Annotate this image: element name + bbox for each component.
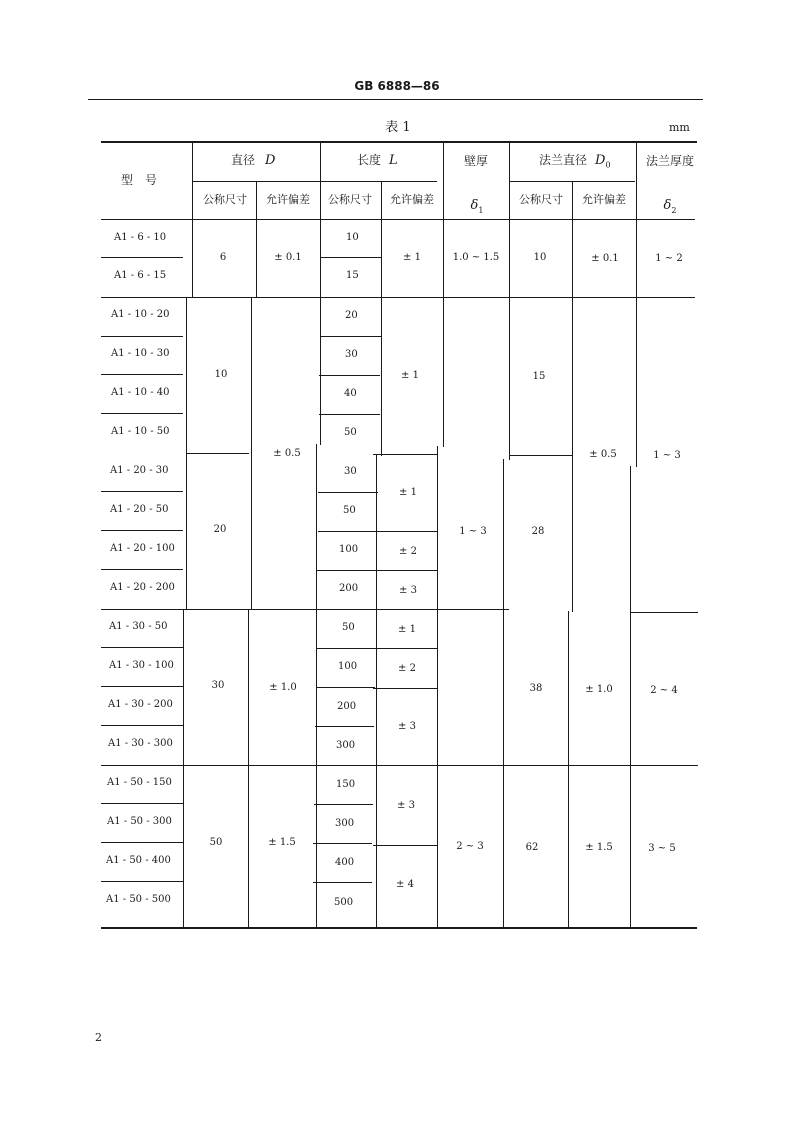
- col-rule-model-top: [192, 142, 193, 298]
- header-wall-symbol: $\delta_1$: [470, 198, 484, 216]
- length-nominal-cell: 200: [337, 701, 357, 712]
- model-rule-8: [101, 647, 183, 648]
- length-nominal-cell: 200: [339, 583, 359, 594]
- table-unit: mm: [669, 121, 690, 134]
- model-cell: A1 - 30 - 300: [108, 738, 173, 749]
- diameter-rule-20: [186, 453, 249, 454]
- wall-thickness-cell: 1.0 ~ 1.5: [452, 252, 500, 263]
- model-rule-13: [101, 881, 183, 882]
- model-rule-4: [101, 413, 183, 414]
- model-cell: A1 - 50 - 300: [107, 816, 172, 827]
- model-rule-11: [101, 803, 183, 804]
- length-rule-10: [315, 726, 374, 727]
- length-rule-5: [318, 492, 378, 493]
- model-cell: A1 - 20 - 200: [110, 582, 175, 593]
- flange-diameter-nominal-cell: 10: [533, 252, 547, 263]
- length-nominal-cell: 150: [336, 779, 356, 790]
- model-cell: A1 - 50 - 500: [106, 894, 171, 905]
- col-rule-dia-mid: [251, 297, 252, 610]
- header-flange-thickness: 法兰厚度: [645, 154, 695, 168]
- length-rule-3: [319, 375, 380, 376]
- flange-diameter-tolerance-cell: ± 0.1: [591, 253, 619, 264]
- header-sub-rule-left: [193, 181, 437, 182]
- col-rule-model-mid: [186, 297, 187, 609]
- col-rule-wall-top: [509, 142, 510, 460]
- flange-diameter-tolerance-cell: ± 0.5: [589, 449, 617, 460]
- length-tol-rule-3: [373, 570, 437, 571]
- wall-thickness-cell: 2 ~ 3: [456, 841, 484, 852]
- flange-diameter-tolerance-cell: ± 1.5: [585, 842, 613, 853]
- length-nominal-cell: 10: [346, 232, 359, 243]
- length-nominal-cell: 20: [345, 310, 358, 321]
- col-rule-len-bottom: [376, 455, 377, 928]
- col-rule-dia-top: [256, 181, 257, 298]
- model-cell: A1 - 10 - 50: [111, 426, 170, 437]
- col-rule-dtol-bottom: [316, 444, 317, 928]
- group-rule-30: [101, 609, 509, 610]
- group-rule-6: [101, 297, 695, 298]
- wall-thickness-cell: 1 ~ 3: [459, 526, 487, 537]
- col-rule-len-top: [381, 181, 382, 456]
- length-tolerance-cell: ± 1: [398, 624, 416, 635]
- length-nominal-cell: 50: [343, 505, 356, 516]
- model-rule-10: [101, 725, 183, 726]
- length-rule-6: [318, 531, 378, 532]
- length-nominal-cell: 400: [335, 857, 355, 868]
- col-rule-ftol-top: [636, 142, 637, 467]
- header-model: 型 号: [120, 173, 158, 187]
- diameter-tolerance-cell: ± 0.1: [274, 252, 302, 263]
- length-tolerance-cell: ± 1: [403, 252, 421, 263]
- length-nominal-cell: 40: [344, 388, 357, 399]
- header-diameter: 直径 D: [231, 153, 276, 168]
- flange-diameter-nominal-cell: 62: [525, 842, 539, 853]
- col-rule-fdia-top: [572, 181, 573, 612]
- flange-thickness-cell: 1 ~ 2: [655, 253, 683, 264]
- length-nominal-cell: 50: [342, 622, 355, 633]
- header-length: 长度 L: [357, 153, 398, 168]
- header-fdia-nominal: 公称尺寸: [519, 193, 563, 206]
- model-cell: A1 - 6 - 10: [114, 232, 167, 243]
- diameter-nominal-cell: 30: [211, 680, 225, 691]
- flange-thickness-cell: 2 ~ 4: [650, 685, 678, 696]
- length-rule-12: [313, 843, 372, 844]
- header-flange-diameter: 法兰直径 $D_0$: [539, 153, 611, 170]
- length-tolerance-cell: ± 3: [398, 721, 416, 732]
- length-tol-rule-4: [373, 648, 437, 649]
- col-rule-model-bottom: [183, 609, 184, 928]
- diameter-nominal-cell: 20: [213, 524, 227, 535]
- flange-diameter-nominal-cell: 28: [531, 526, 545, 537]
- model-rule-5: [101, 491, 183, 492]
- col-rule-ltol-bottom: [437, 446, 438, 928]
- diameter-nominal-cell: 6: [219, 252, 227, 263]
- table-top-rule: [101, 141, 697, 143]
- model-cell: A1 - 20 - 30: [110, 465, 169, 476]
- header-rule: [88, 99, 703, 100]
- length-nominal-cell: 300: [336, 740, 356, 751]
- col-rule-ftol-bottom: [630, 466, 631, 928]
- length-rule-9: [316, 687, 375, 688]
- length-tolerance-cell: ± 3: [397, 800, 415, 811]
- length-tolerance-cell: ± 2: [398, 663, 416, 674]
- model-cell: A1 - 10 - 20: [111, 309, 170, 320]
- col-rule-dia-bottom: [248, 609, 249, 928]
- diameter-tolerance-cell: ± 1.0: [269, 682, 297, 693]
- header-len-nominal: 公称尺寸: [328, 193, 372, 206]
- length-rule-2: [320, 336, 381, 337]
- length-rule-1: [320, 257, 382, 258]
- length-tolerance-cell: ± 2: [399, 546, 417, 557]
- table-caption: 表 1: [385, 120, 411, 135]
- flange-diameter-nominal-cell: 38: [529, 683, 543, 694]
- length-nominal-cell: 50: [344, 427, 357, 438]
- header-dia-tolerance: 允许偏差: [266, 193, 310, 206]
- group-rule-50: [101, 765, 698, 766]
- header-len-tolerance: 允许偏差: [390, 193, 434, 206]
- model-cell: A1 - 10 - 40: [111, 387, 170, 398]
- length-tolerance-cell: ± 1: [399, 487, 417, 498]
- model-rule-3: [101, 374, 183, 375]
- header-dia-nominal: 公称尺寸: [203, 193, 247, 206]
- col-rule-ltol-top: [443, 142, 444, 447]
- header-flange-thickness-symbol: $\delta_2$: [663, 198, 677, 216]
- flange-diameter-tolerance-cell: ± 1.0: [585, 684, 613, 695]
- table-bottom-rule: [101, 927, 697, 929]
- model-cell: A1 - 30 - 100: [109, 660, 174, 671]
- model-cell: A1 - 20 - 50: [110, 504, 169, 515]
- length-tol-rule-5: [373, 688, 437, 689]
- col-rule-wall-bottom: [503, 459, 504, 928]
- flange-diameter-nominal-cell: 15: [532, 371, 546, 382]
- document-code: GB 6888—86: [354, 79, 440, 93]
- model-cell: A1 - 20 - 100: [110, 543, 175, 554]
- length-nominal-cell: 300: [335, 818, 355, 829]
- length-nominal-cell: 30: [345, 349, 358, 360]
- length-nominal-cell: 30: [344, 466, 357, 477]
- length-tolerance-cell: ± 1: [401, 370, 419, 381]
- header-fdia-tolerance: 允许偏差: [582, 193, 626, 206]
- model-rule-1: [101, 257, 183, 258]
- length-rule-7: [317, 570, 377, 571]
- header-bottom-rule: [101, 219, 695, 220]
- length-tol-rule-1: [373, 454, 437, 455]
- length-rule-8: [316, 648, 376, 649]
- model-rule-9: [101, 686, 183, 687]
- flange-thickness-cell: 1 ~ 3: [653, 450, 681, 461]
- col-rule-dtol-top: [320, 142, 321, 445]
- group-rule-30-thk: [630, 612, 698, 613]
- model-rule-7: [101, 569, 183, 570]
- diameter-tolerance-cell: ± 1.5: [268, 837, 296, 848]
- model-rule-12: [101, 842, 183, 843]
- flange-thickness-cell: 3 ~ 5: [648, 843, 676, 854]
- length-nominal-cell: 15: [346, 270, 359, 281]
- model-rule-6: [101, 530, 183, 531]
- length-rule-4: [319, 414, 380, 415]
- length-tolerance-cell: ± 3: [399, 585, 417, 596]
- model-cell: A1 - 6 - 15: [114, 270, 167, 281]
- col-rule-fdia-bottom: [568, 611, 569, 928]
- length-rule-13: [313, 882, 372, 883]
- model-cell: A1 - 30 - 200: [108, 699, 173, 710]
- model-cell: A1 - 30 - 50: [109, 621, 168, 632]
- header-wall: 壁厚: [463, 154, 489, 168]
- length-nominal-cell: 100: [338, 661, 358, 672]
- length-tol-rule-2: [373, 531, 437, 532]
- page-number: 2: [95, 1031, 102, 1044]
- length-tolerance-cell: ± 4: [396, 879, 414, 890]
- length-nominal-cell: 100: [339, 544, 359, 555]
- flange-dia-rule-28: [509, 455, 572, 456]
- model-cell: A1 - 50 - 150: [107, 777, 172, 788]
- model-cell: A1 - 10 - 30: [111, 348, 170, 359]
- diameter-tolerance-cell: ± 0.5: [273, 448, 301, 459]
- diameter-nominal-cell: 10: [214, 369, 228, 380]
- model-rule-2: [101, 336, 183, 337]
- length-tol-rule-6: [373, 845, 437, 846]
- length-rule-11: [314, 804, 373, 805]
- length-nominal-cell: 500: [334, 897, 354, 908]
- diameter-nominal-cell: 50: [209, 837, 223, 848]
- model-cell: A1 - 50 - 400: [106, 855, 171, 866]
